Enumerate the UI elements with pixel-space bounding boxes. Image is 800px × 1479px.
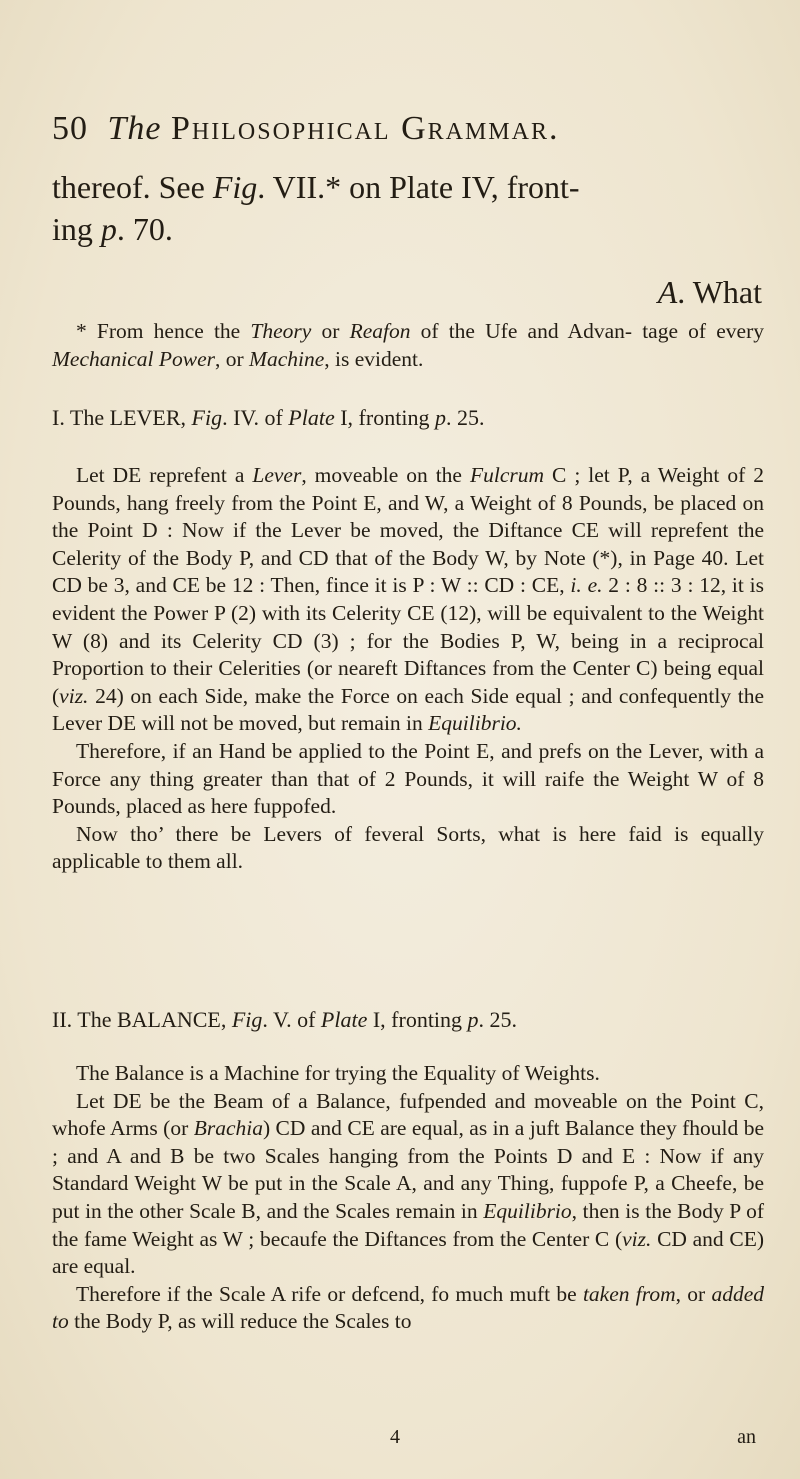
text: viz. [622,1226,652,1251]
balance-paragraph-3 [52,1281,764,1336]
text: , is evident. [324,346,424,371]
text: , or [215,346,250,371]
text: or [311,319,350,343]
text: Fig [231,1007,263,1032]
lever-paragraph-2: Therefore, if an Hand be applied to the Point E, and prefs on the Lever, with a Force any thing greater than that of 2 Pounds, it will raife the Weight W of 8 Pounds, placed as here fuppofed. [52,738,764,819]
lever-paragraph-1 [52,462,764,738]
text: Fig [191,405,223,430]
text: viz. [59,683,89,708]
text: ) CD and CE are equal, as in a juft Balance they fhould be ; and A and B be two Scales hanging from the Points D and E : Now if any Standard Weight W be put in the Scale A, and any Thing, fuppofe P, a Cheefe, be put in the other Scale B, and the Scales remain in [52,1116,764,1223]
catchword-top [658,274,762,311]
text: Therefore if the Scale A rife or defcend, fo much muft be [76,1281,583,1306]
catchword-bottom: an [737,1426,756,1448]
text: . 25. [478,1007,518,1032]
text: Fulcrum [469,463,545,487]
running-head [52,110,560,148]
signature-mark: 4 [390,1426,400,1448]
text: , then is the Body P of the fame Weight as W ; becaufe the Diftances from the Center C ( [52,1198,764,1251]
text: , moveable on the [301,463,470,487]
heading-balance [52,1006,764,1034]
catchword-text: . What [677,274,762,310]
text: of the Ufe and Advan- [410,319,633,343]
text: I, fronting [334,405,435,430]
text: 2 : 8 :: 3 : 12, it is evident the Power P (2) with its Celerity CE (12), will be equivalent to the Weight W (8) and its Celerity CD (3) ; for the Bodies P, W, being in a reciprocal Proportion to their Celerities (or neareft Diftances from the Center C) being equal ( [52,573,764,708]
catchword-letter: A [657,274,678,310]
text: Equilibrio. [428,711,522,736]
text: 24) on each Side, make the Force on each Side equal ; and confequently the Lever DE will not be moved, but remain in [52,683,764,736]
running-head-the: The [107,110,162,147]
text: Reafon [349,319,411,343]
text: . V. of [262,1007,321,1032]
page-ref: p [100,211,117,247]
text: Machine [249,346,325,371]
text: Mechanical Power [52,346,215,371]
text: p [434,405,446,430]
text: CD and CE) are equal. [52,1226,765,1279]
continued-paragraph [52,166,764,250]
text: Plate [288,405,335,430]
text: , or [675,1281,712,1306]
text: Lever [252,463,302,487]
text: I, fronting [367,1007,468,1032]
text: added to [52,1281,764,1334]
text: p [467,1007,479,1032]
text: I. The LEVER, [52,405,192,430]
text: . IV. of [222,405,289,430]
text: ing [52,211,101,247]
heading-lever [52,404,764,432]
balance-paragraph-1: The Balance is a Machine for trying the Equality of Weights. [76,1061,600,1085]
page-number: 50 [52,110,88,147]
text: * From hence the [76,319,251,343]
text: Let DE be the Beam of a Balance, fufpended and moveable on the Point C, whofe Arms (or [52,1088,764,1141]
balance-section [52,1060,764,1336]
text: the Body P, as will reduce the Scales to [68,1309,412,1334]
text: Equilibrio [483,1198,572,1223]
text: Brachia [193,1116,263,1141]
text: tage of every [642,319,764,343]
fig-ref: Fig [212,169,258,205]
balance-paragraph-2 [52,1088,764,1281]
text: Plate [320,1007,368,1032]
text: thereof. See [52,169,213,205]
text: . VII.* on Plate IV, front- [257,169,580,205]
text: C ; let P, a Weight of 2 Pounds, hang freely from the Point E, and W, a Weight of 8 Pounds, be placed on the Point D : Now if the Lever be moved, the Diftance CE will reprefent the Celerity of the Body P, and CD that of the Body W, by Note (*), in Page 40. Let CD be 3, and CE be 12 : Then, fince it is P : W :: CD : CE, [52,463,764,598]
lever-paragraph-3: Now tho’ there be Levers of feveral Sorts, what is here faid is equally applicable to them all. [52,821,764,874]
text: Theory [250,319,312,343]
text: i. e. [570,573,603,598]
running-head-title: Philosophical Grammar. [171,110,560,147]
footnote [52,318,764,373]
lever-section [52,462,764,876]
text: . 70. [116,211,173,247]
text: taken from [582,1281,676,1306]
text: Let DE reprefent a [76,463,253,487]
text: II. The BALANCE, [52,1007,232,1032]
text: . 25. [445,405,485,430]
